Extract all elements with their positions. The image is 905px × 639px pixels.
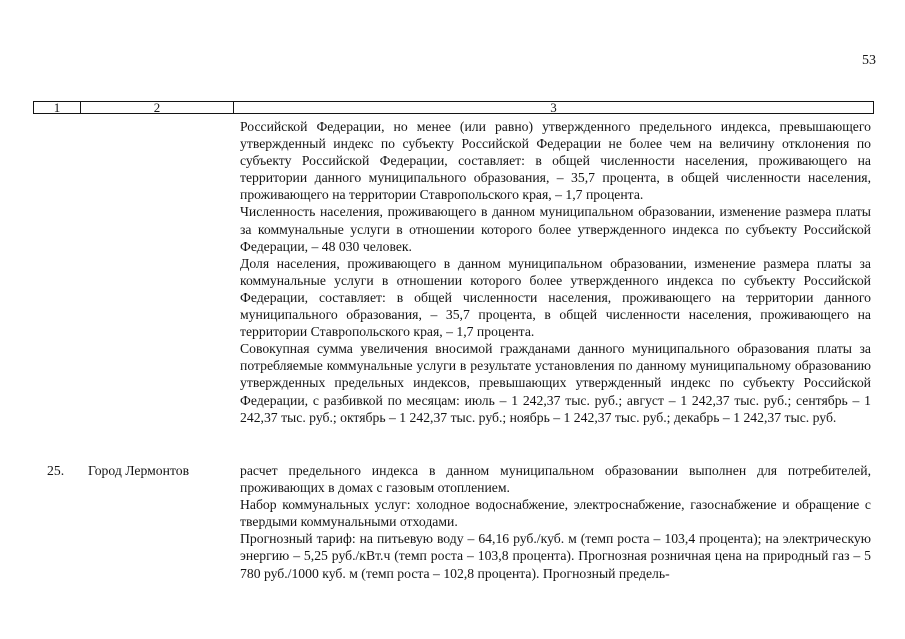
- column-header-3: 3: [234, 102, 874, 114]
- paragraph: Совокупная сумма увеличения вносимой гражданами данного муниципального образования платы за потребляемые коммунальные услуги в результате установления по данному муниципальному образованию утвержденных предельных индексов, превышающих утвержденный индекс по субъекту Российской Федерации, с разбивкой по месяцам: июль – 1 242,37 тыс. руб.; август – 1 242,37 тыс. руб.; сентябрь – 1 242,37 тыс. руб.; октябрь – 1 242,37 тыс. руб.; ноябрь – 1 242,37 тыс. руб.; декабрь – 1 242,37 тыс. руб.: [240, 341, 871, 425]
- paragraph: Прогнозный тариф: на питьевую воду – 64,16 руб./куб. м (темп роста – 103,4 процента); на электрическую энергию – 5,25 руб./кВт.ч (темп роста – 103,8 процента). Прогнозная розничная цена на природный газ – 5 780 руб./1000 куб. м (темп роста – 102,8 процента). Прогнозный предель-: [240, 531, 871, 581]
- row-25-text-block: [240, 462, 871, 582]
- paragraph: Российской Федерации, но менее (или равно) утвержденного предельного индекса, превышающего утвержденный индекс по субъекту Российской Федерации не более чем на величину отклонения по субъекту Российской Федерации, составляет: в общей численности населения, проживающего на территории данного муниципального образования, – 35,7 процента, в общей численности населения, проживающего на территории Ставропольского края, – 1,7 процента.: [240, 119, 871, 203]
- column-header-table: [33, 101, 874, 114]
- paragraph: Набор коммунальных услуг: холодное водоснабжение, электроснабжение, газоснабжение и обращение с твердыми коммунальными отходами.: [240, 497, 871, 530]
- paragraph: расчет предельного индекса в данном муниципальном образовании выполнен для потребителей, проживающих в домах с газовым отоплением.: [240, 463, 871, 496]
- page-number: 53: [862, 53, 876, 68]
- column-header-1: 1: [34, 102, 81, 114]
- row-number: 25.: [47, 463, 65, 478]
- paragraph: Численность населения, проживающего в данном муниципальном образовании, изменение размера платы за коммунальные услуги в отношении которого более утвержденного индекса по субъекту Российской Федерации, – 48 030 человек.: [240, 204, 871, 254]
- column-header-2: 2: [81, 102, 234, 114]
- continued-text-block: [240, 118, 871, 426]
- paragraph: Доля населения, проживающего в данном муниципальном образовании, изменение размера платы за коммунальные услуги в отношении которого более утвержденного индекса по субъекту Российской Федерации, составляет: в общей численности населения, проживающего на территории данного муниципального образования, – 35,7 процента, в общей численности населения, проживающего на территории Ставропольского края, – 1,7 процента.: [240, 255, 871, 340]
- municipality-name: Город Лермонтов: [88, 463, 190, 478]
- column-header-row: [34, 102, 874, 114]
